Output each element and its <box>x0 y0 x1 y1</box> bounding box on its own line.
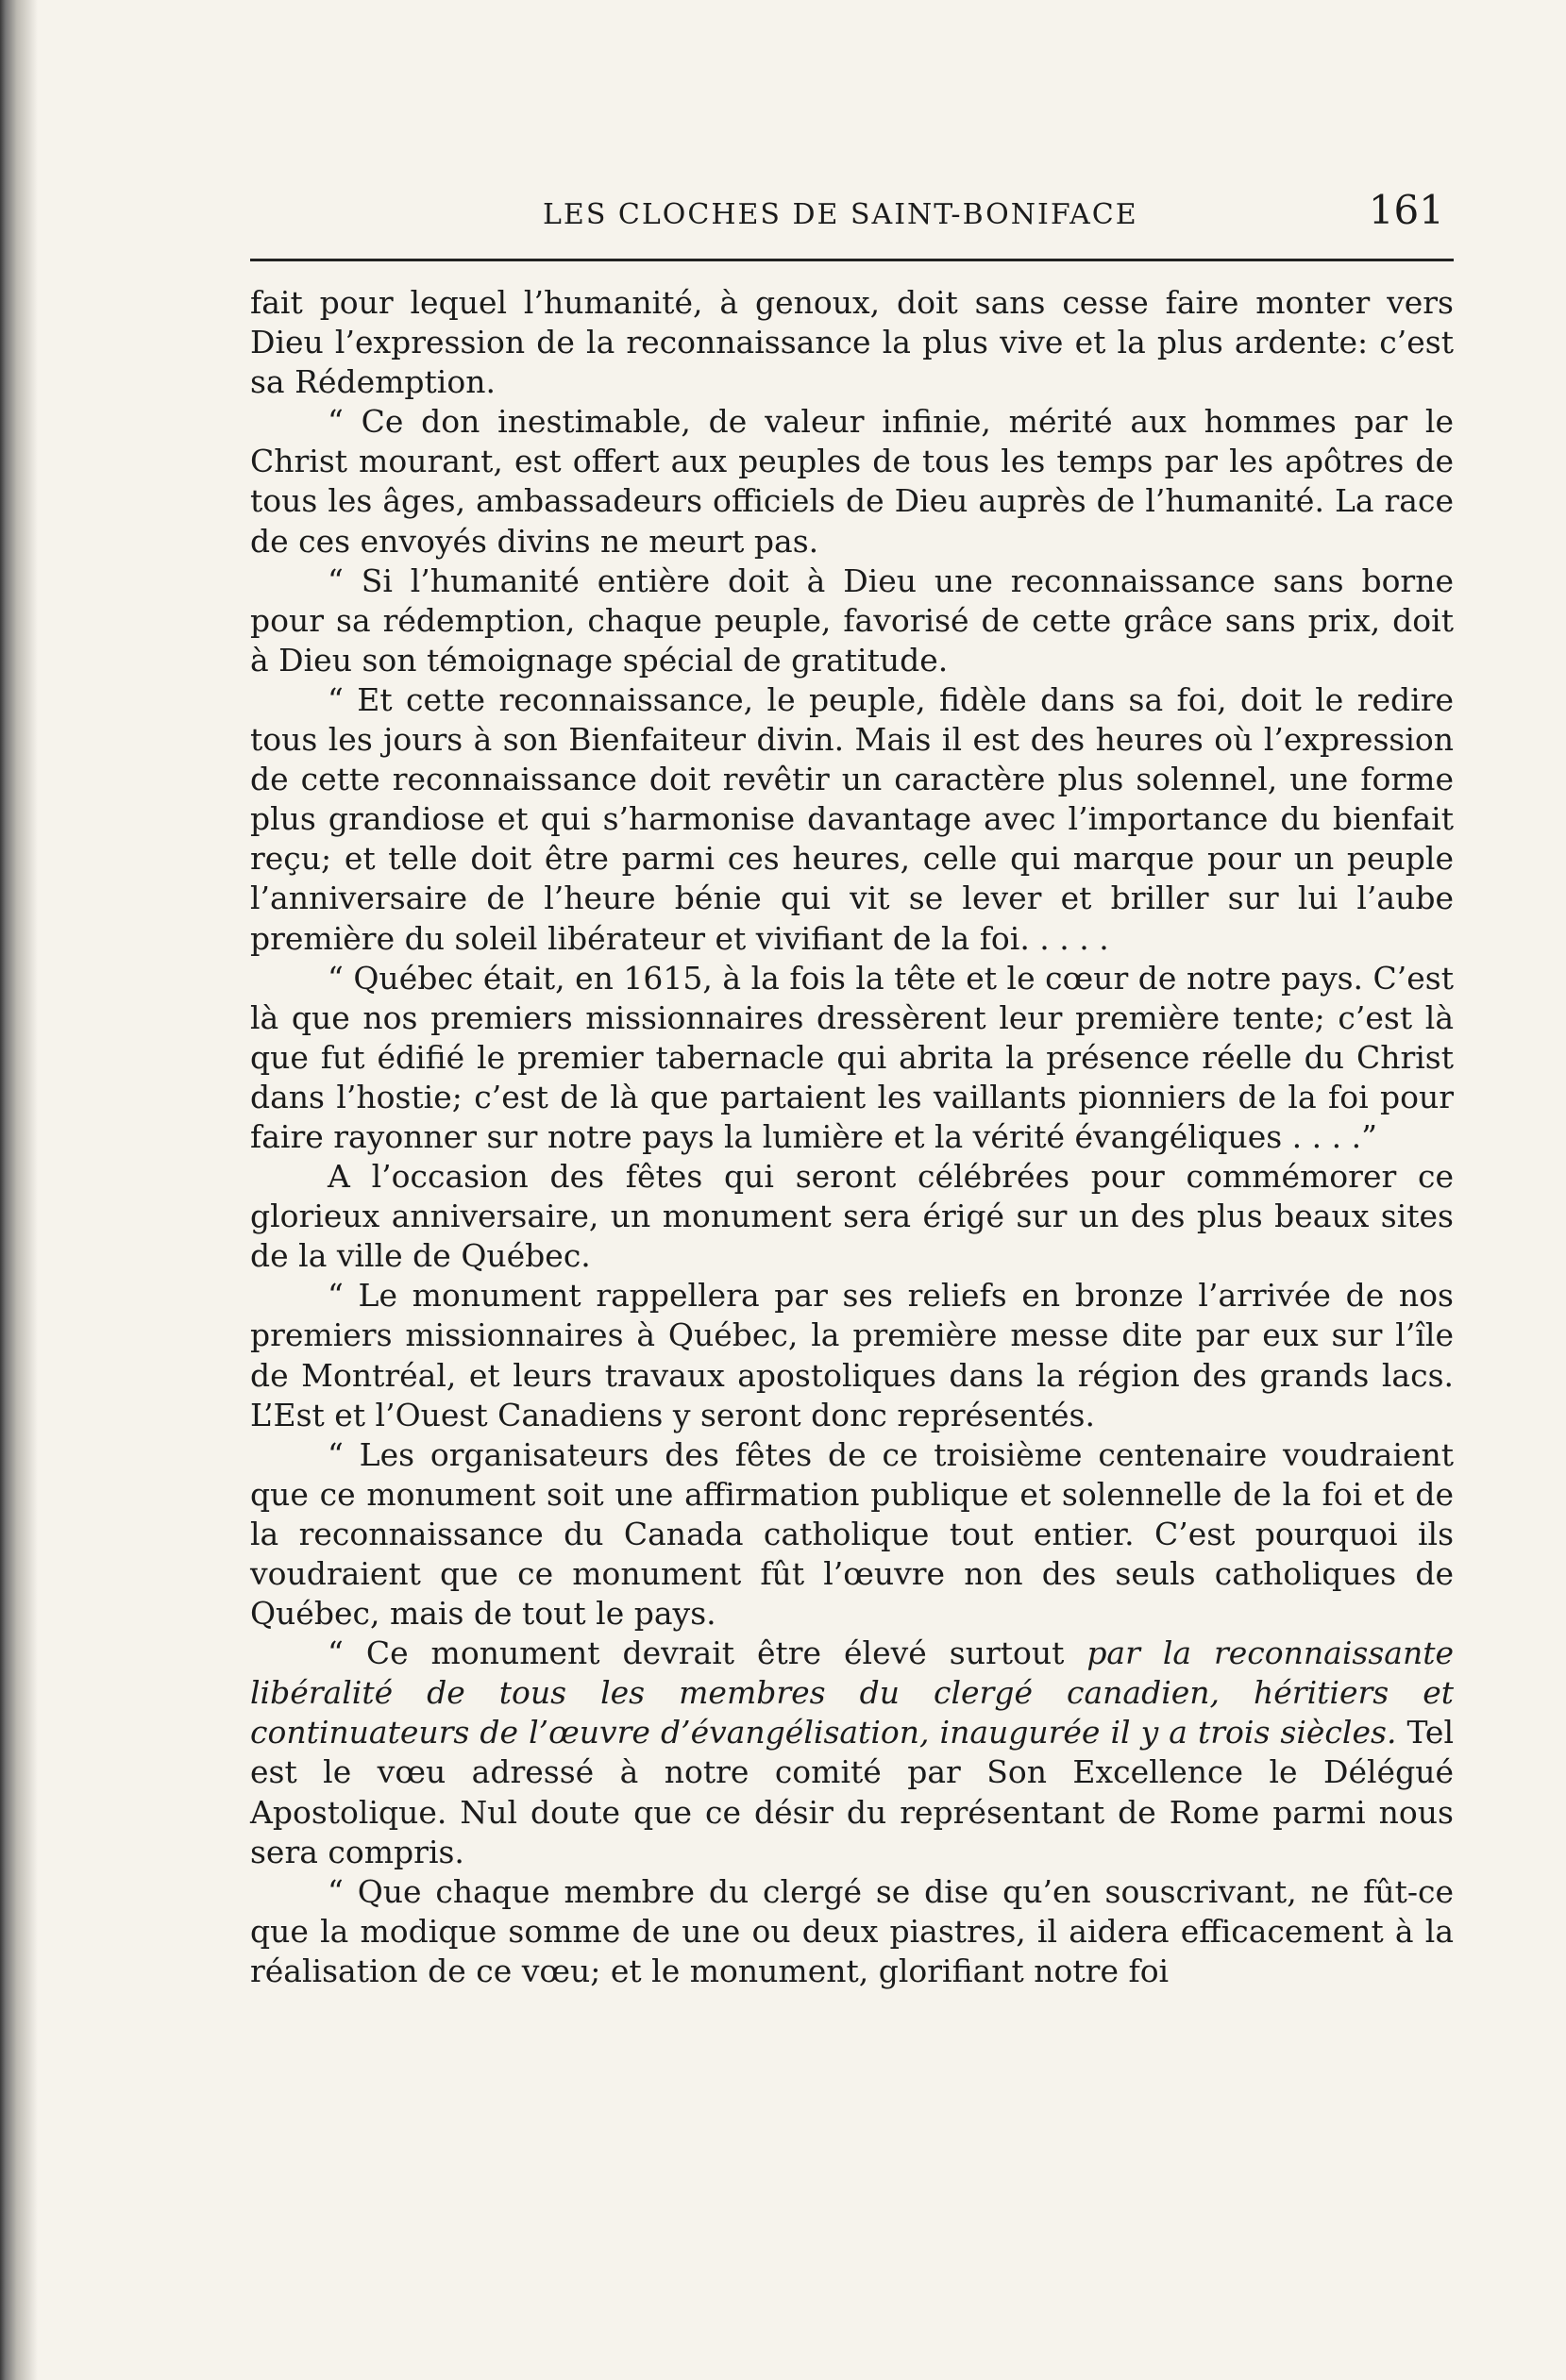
paragraph: “ Que chaque membre du clergé se dise qu’en souscrivant, ne fût-ce que la modique somme de une ou deux piastres, il aidera efficacement à la réalisation de ce vœu; et le monument, glorifiant notre foi <box>250 1872 1454 1989</box>
paragraph: “ Les organisateurs des fêtes de ce troisième centenaire voudraient que ce monument soit une affirmation publique et solennelle de la foi et de la reconnaissance du Canada catholique tout entier. C’est pourquoi ils voudraient que ce monument fût l’œuvre non des seuls catholiques de Québec, mais de tout le pays. <box>250 1435 1454 1633</box>
paragraph: “ Québec était, en 1615, à la fois la tête et le cœur de notre pays. C’est là que nos premiers missionnaires dressèrent leur première tente; c’est là que fut édifié le premier tabernacle qui abrita la présence réelle du Christ dans l’hostie; c’est de là que partaient les vaillants pionniers de la foi pour faire rayonner sur notre pays la lumière et la vérité évangéliques . . . .” <box>250 959 1454 1155</box>
italic-passage: par la reconnaissante libéralité de tous les membres du clergé canadien, héritiers et continuateurs de l’œuvre d’évangélisation, inaugurée il y a trois siècles. <box>250 1634 1454 1751</box>
paragraph: A l’occasion des fêtes qui seront célébrées pour commémorer ce glorieux anniversaire, un monument sera érigé sur un des plus beaux sites de la ville de Québec. <box>250 1158 1454 1275</box>
page-header <box>250 185 1454 260</box>
paragraph: fait pour lequel l’humanité, à genoux, doit sans cesse faire monter vers Dieu l’expression de la reconnaissance la plus vive et la plus ardente: c’est sa Rédemption. <box>250 284 1454 401</box>
page-number: 161 <box>1368 187 1444 233</box>
paragraph: “ Et cette reconnaissance, le peuple, fidèle dans sa foi, doit le redire tous les jours à son Bienfaiteur divin. Mais il est des heures où l’expression de cette reconnaissance doit revêtir un caractère plus solennel, une forme plus grandiose et qui s’harmonise davantage avec l’importance du bienfait reçu; et telle doit être parmi ces heures, celle qui marque pour un peuple l’anniversaire de l’heure bénie qui vit se lever et briller sur lui l’aube première du soleil libérateur et vivifiant de la foi. . . . . <box>250 680 1454 957</box>
header-rule <box>250 259 1454 261</box>
page-edge-shadow <box>0 0 38 2380</box>
paragraph-with-italic <box>250 1634 1454 1872</box>
paragraph: “ Si l’humanité entière doit à Dieu une reconnaissance sans borne pour sa rédemption, chaque peuple, favorisé de cette grâce sans prix, doit à Dieu son témoignage spécial de gratitude. <box>250 561 1454 679</box>
running-title: LES CLOCHES DE SAINT-BONIFACE <box>543 198 1138 231</box>
paragraph-text: “ Ce monument devrait être élevé surtout <box>328 1634 1087 1672</box>
paragraph: “ Le monument rappellera par ses reliefs en bronze l’arrivée de nos premiers missionnaires à Québec, la première messe dite par eux sur l’île de Montréal, et leurs travaux apostoliques dans la région des grands lacs. L’Est et l’Ouest Canadiens y seront donc représentés. <box>250 1277 1454 1433</box>
paragraph: “ Ce don inestimable, de valeur infinie, mérité aux hommes par le Christ mourant, est offert aux peuples de tous les temps par les apôtres de tous les âges, ambassadeurs officiels de Dieu auprès de l’humanité. La race de ces envoyés divins ne meurt pas. <box>250 403 1454 560</box>
text-body <box>250 283 1454 1991</box>
paragraph-text: Tel est le vœu adressé à notre comité par Son Excellence le Délégué Apostolique. Nul doute que ce désir du représentant de Rome parmi nous sera compris. <box>250 1714 1454 1870</box>
